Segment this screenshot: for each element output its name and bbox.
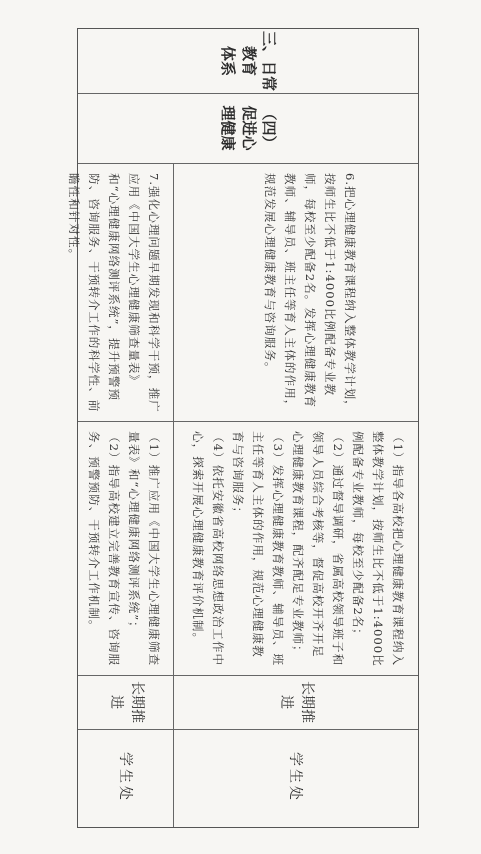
task-text: 6.把心理健康教育课程纳入整体教学计划，按师生比不低于1:4000比例配备专业教师，每校至少配备2名。发挥心理健康教育教师、辅导员、班主任等育人主体的作用，规范发展心理健康教育与咨询服务。 bbox=[263, 173, 357, 413]
measures-text: （1）指导各高校把心理健康教育课程纳入整体教学计划，按师生比不低于1:4000比例配备专业教师，每校至少配备2名； （2）通过督导调研，省属高校领导班子和领导人员综合考核等，督促高校开齐开足心理健康教育课程，配齐配足专业教师； （3）发挥心理健康教育教师、辅导员、班主任等育人主体的作用，规范心理健康教育与咨询服务； （4）依托安徽省高校网络思想政治工作中心，探索开展心理健康教育评价机制。 bbox=[191, 431, 405, 667]
category-line: 体系 bbox=[219, 45, 238, 76]
category-line: 三、日常 bbox=[259, 30, 278, 91]
category-cell bbox=[79, 29, 418, 93]
measures-text: （1）推广应用《中国大学生心理健康筛查量表》和“心理健康网络测评系统”； （2）指导高校建立完善教育宣传、咨询服务、预警预防、干预转介工作机制。 bbox=[87, 431, 161, 667]
subcategory-line: （四） bbox=[259, 105, 278, 151]
subcategory-cell bbox=[79, 93, 418, 163]
timeline-cell: 长期推进 bbox=[278, 681, 315, 723]
department-cell: 学生处 bbox=[117, 752, 134, 803]
subcategory-line: 理健康 bbox=[219, 105, 238, 151]
task-table bbox=[67, 28, 419, 828]
task-text: 7.强化心理问题早期发现和科学干预，推广应用《中国大学生心理健康筛查量表》和“心理健康网络测评系统”，提升预警预防、咨询服务、干预转介工作的科学性、前瞻性和针对性。 bbox=[67, 173, 161, 413]
department-cell: 学生处 bbox=[287, 752, 303, 803]
subcategory-line: 促进心 bbox=[239, 105, 258, 151]
timeline-cell: 长期推进 bbox=[108, 681, 146, 723]
category-line: 教育 bbox=[239, 45, 258, 76]
